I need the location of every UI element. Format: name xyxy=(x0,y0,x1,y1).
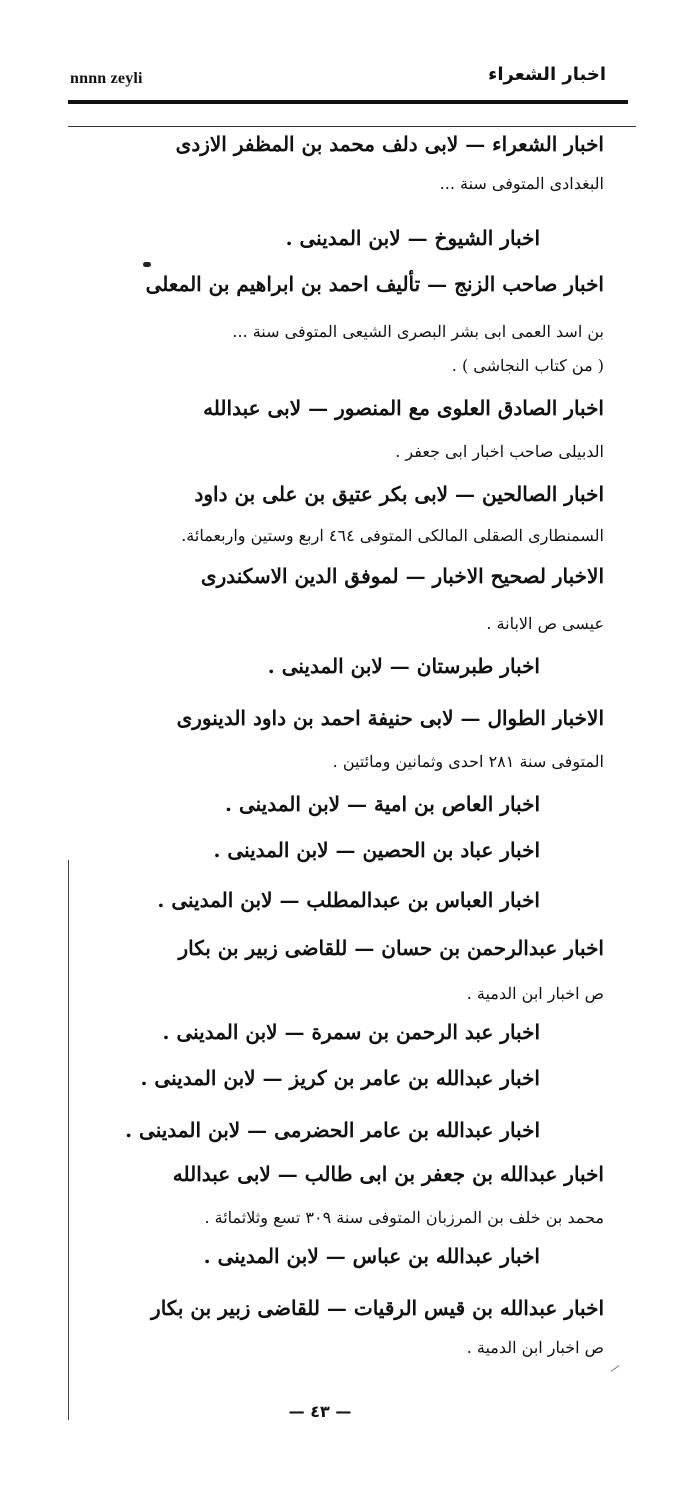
entry-line: اخبار الشيوخ — لابن المدينى . xyxy=(285,226,540,250)
entry-line: اخبار عبدالله بن جعفر بن ابى طالب — لابى عبدالله xyxy=(172,1162,604,1186)
entry-line: اخبار الصادق العلوى مع المنصور — لابى عبدالله xyxy=(203,396,604,420)
entry-line: اخبار الشعراء — لابى دلف محمد بن المظفر الازدى xyxy=(175,132,604,156)
entry-line: ص اخبار ابن الدمية . xyxy=(466,984,604,1003)
page-number: — ٤٣ — xyxy=(288,1402,352,1421)
header-rule-thin xyxy=(68,126,636,127)
entry-line: اخبار عبدالله بن قيس الرقيات — للقاضى زبير بن بكار xyxy=(151,1296,604,1320)
left-margin-line xyxy=(68,860,69,1420)
stray-mark xyxy=(611,1365,620,1372)
entry-line: عيسى ص الابانة . xyxy=(486,614,604,633)
entry-line: الاخبار الطوال — لابى حنيفة احمد بن داود الدينورى xyxy=(176,706,604,730)
header-left-text: nnnn zeyli xyxy=(70,70,143,87)
entry-line: الاخبار لصحيح الاخبار — لموفق الدين الاسكندرى xyxy=(200,564,604,588)
entry-line: محمد بن خلف بن المرزبان المتوفى سنة ٣٠٩ تسع وثلاثمائة . xyxy=(204,1208,604,1227)
entry-line: ص اخبار ابن الدمية . xyxy=(466,1338,604,1357)
running-header-title: اخبار الشعراء xyxy=(488,64,606,85)
entry-line: اخبار عبدالرحمن بن حسان — للقاضى زبير بن بكار xyxy=(178,936,604,960)
entry-line: اخبار عباد بن الحصين — لابن المدينى . xyxy=(213,838,540,862)
entry-line: اخبار عبدالله بن عامر بن كريز — لابن المدينى . xyxy=(140,1066,540,1090)
entry-line: اخبار عبدالله بن عباس — لابن المدينى . xyxy=(203,1244,540,1268)
entry-line: اخبار العباس بن عبدالمطلب — لابن المدينى . xyxy=(157,888,540,912)
entry-line: اخبار طبرستان — لابن المدينى . xyxy=(267,654,540,678)
entry-line: اخبار العاص بن امية — لابن المدينى . xyxy=(225,792,540,816)
entry-line: اخبار عبدالله بن عامر الحضرمى — لابن المدينى . xyxy=(125,1118,540,1142)
entry-line: البغدادى المتوفى سنة ... xyxy=(439,174,604,193)
entry-line: اخبار صاحب الزنج — تأليف احمد بن ابراهيم بن المعلى xyxy=(145,272,604,296)
ink-dot xyxy=(143,262,151,267)
entry-line: المتوفى سنة ٢٨١ احدى وثمانين ومائتين . xyxy=(332,752,604,771)
entry-line: اخبار عبد الرحمن بن سمرة — لابن المدينى . xyxy=(162,1020,540,1044)
entry-line: بن اسد العمى ابى بشر البصرى الشيعى المتوفى سنة ... xyxy=(232,322,604,341)
header-rule-thick xyxy=(68,100,628,104)
entry-line: ( من كتاب النجاشى ) . xyxy=(451,356,604,375)
entry-line: السمنطارى الصقلى المالكى المتوفى ٤٦٤ اربع وستين واربعمائة. xyxy=(181,526,604,545)
entry-line: الدبيلى صاحب اخبار ابى جعفر . xyxy=(395,442,604,461)
entry-line: اخبار الصالحين — لابى بكر عتيق بن على بن داود xyxy=(194,482,604,506)
